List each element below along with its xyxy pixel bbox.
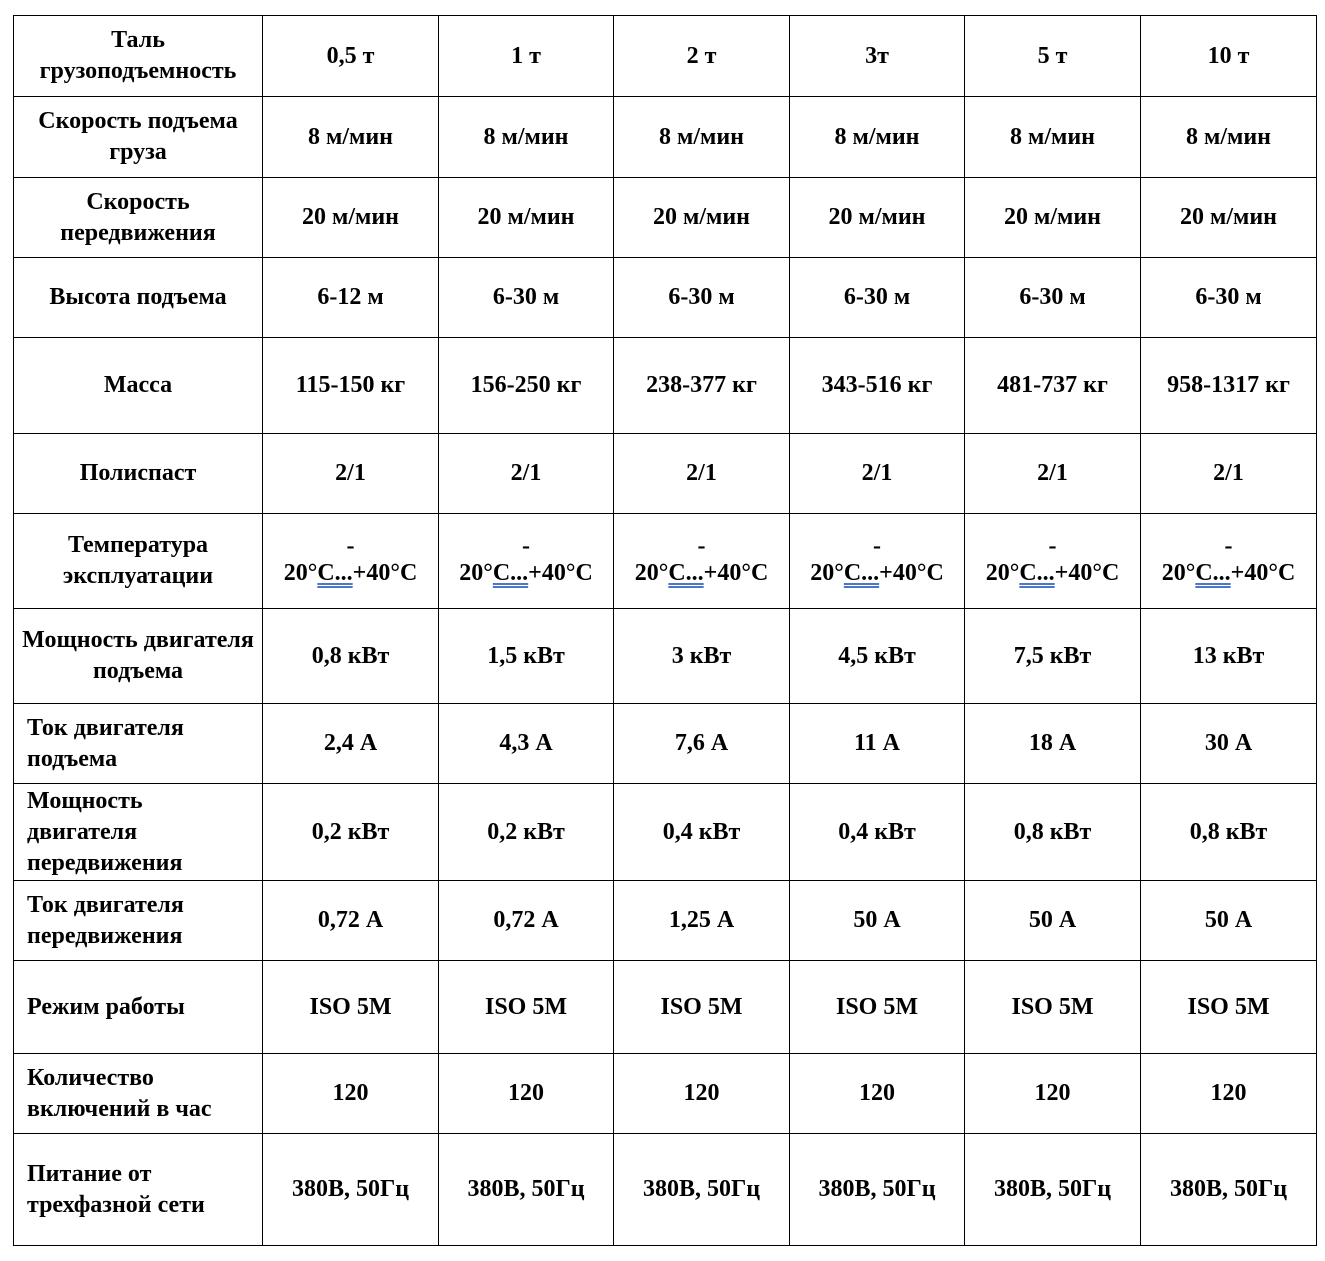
table-cell: 11 А	[790, 704, 965, 784]
table-cell	[263, 514, 439, 609]
table-cell: 1,5 кВт	[439, 609, 614, 704]
table-row	[14, 961, 1317, 1054]
temp-dash: -	[697, 532, 706, 559]
table-cell: 120	[263, 1054, 439, 1134]
row-label-pulley: Полиспаст	[14, 434, 263, 514]
temp-mid: С...	[1195, 559, 1231, 586]
table-cell: 1,25 А	[614, 881, 790, 961]
table-cell	[1141, 514, 1317, 609]
table-cell: 0,8 кВт	[1141, 784, 1317, 881]
table-cell: 8 м/мин	[614, 97, 790, 178]
temp-start: 20°	[283, 559, 318, 586]
table-cell: ISO 5M	[965, 961, 1141, 1054]
table-cell: 380В, 50Гц	[614, 1134, 790, 1246]
table-cell: 2/1	[790, 434, 965, 514]
table-row	[14, 881, 1317, 961]
table-cell: 2/1	[1141, 434, 1317, 514]
row-label-duty-mode: Режим работы	[14, 961, 263, 1054]
row-label-capacity: Таль грузоподъемность	[14, 16, 263, 97]
row-label-lift-speed: Скорость подъема груза	[14, 97, 263, 178]
row-label-lift-height: Высота подъема	[14, 258, 263, 338]
table-cell: 4,5 кВт	[790, 609, 965, 704]
temp-start: 20°	[634, 559, 669, 586]
row-label-lift-motor-power: Мощность двигателя подъема	[14, 609, 263, 704]
table-cell: 481-737 кг	[965, 338, 1141, 434]
table-cell: 20 м/мин	[614, 178, 790, 258]
table-cell: 20 м/мин	[965, 178, 1141, 258]
table-cell: 6-30 м	[439, 258, 614, 338]
table-cell: 10 т	[1141, 16, 1317, 97]
temp-dash: -	[346, 532, 355, 559]
table-cell: 6-30 м	[614, 258, 790, 338]
temp-end: +40°С	[1054, 559, 1120, 586]
table-row	[14, 514, 1317, 609]
temp-dash: -	[522, 532, 530, 559]
temp-mid: С...	[317, 559, 353, 586]
table-cell: 20 м/мин	[790, 178, 965, 258]
temp-mid: С...	[492, 559, 529, 586]
table-cell: ISO 5M	[614, 961, 790, 1054]
table-cell: 2/1	[614, 434, 790, 514]
table-cell: 50 А	[965, 881, 1141, 961]
table-cell: 4,3 А	[439, 704, 614, 784]
table-cell: 50 А	[1141, 881, 1317, 961]
table-cell: 3т	[790, 16, 965, 97]
table-cell: 8 м/мин	[790, 97, 965, 178]
table-cell: 0,2 кВт	[263, 784, 439, 881]
table-cell: 20 м/мин	[439, 178, 614, 258]
table-cell: 0,5 т	[263, 16, 439, 97]
table-cell	[790, 514, 965, 609]
table-cell: 343-516 кг	[790, 338, 965, 434]
table-row	[14, 178, 1317, 258]
table-cell: 30 А	[1141, 704, 1317, 784]
table-cell: 0,8 кВт	[263, 609, 439, 704]
table-cell: 8 м/мин	[1141, 97, 1317, 178]
temp-start: 20°	[810, 559, 844, 586]
table-cell: 3 кВт	[614, 609, 790, 704]
table-cell: ISO 5M	[263, 961, 439, 1054]
row-label-power-supply: Питание от трехфазной сети	[14, 1134, 263, 1246]
row-label-lift-motor-current: Ток двигателя подъема	[14, 704, 263, 784]
temp-mid: С...	[668, 559, 704, 586]
table-row	[14, 97, 1317, 178]
table-cell: 2 т	[614, 16, 790, 97]
table-cell: 380В, 50Гц	[790, 1134, 965, 1246]
temp-end: +40°С	[352, 559, 418, 586]
table-cell: 0,72 А	[439, 881, 614, 961]
table-cell	[614, 514, 790, 609]
table-cell: 20 м/мин	[263, 178, 439, 258]
table-cell: 20 м/мин	[1141, 178, 1317, 258]
table-cell: 120	[614, 1054, 790, 1134]
table-cell: 120	[790, 1054, 965, 1134]
table-row	[14, 784, 1317, 881]
table-cell: 6-30 м	[790, 258, 965, 338]
temp-dash: -	[1224, 532, 1233, 559]
table-cell: ISO 5M	[790, 961, 965, 1054]
table-cell: 13 кВт	[1141, 609, 1317, 704]
table-cell: 380В, 50Гц	[1141, 1134, 1317, 1246]
table-cell: 380В, 50Гц	[263, 1134, 439, 1246]
table-cell: 6-30 м	[965, 258, 1141, 338]
temp-end: +40°С	[879, 559, 944, 586]
table-cell: 0,72 А	[263, 881, 439, 961]
table-cell: 8 м/мин	[965, 97, 1141, 178]
table-row	[14, 609, 1317, 704]
table-row	[14, 434, 1317, 514]
table-cell: 0,4 кВт	[614, 784, 790, 881]
table-cell: 958-1317 кг	[1141, 338, 1317, 434]
table-row	[14, 338, 1317, 434]
table-cell: 238-377 кг	[614, 338, 790, 434]
table-cell: 380В, 50Гц	[439, 1134, 614, 1246]
table-cell: 1 т	[439, 16, 614, 97]
row-label-travel-speed: Скорость передвижения	[14, 178, 263, 258]
table-cell: 120	[1141, 1054, 1317, 1134]
temp-mid: С...	[843, 559, 880, 586]
table-cell: 8 м/мин	[439, 97, 614, 178]
table-cell: 0,4 кВт	[790, 784, 965, 881]
table-cell: 120	[439, 1054, 614, 1134]
temp-start: 20°	[459, 559, 493, 586]
row-label-temperature: Температура эксплуатации	[14, 514, 263, 609]
table-cell: 2/1	[965, 434, 1141, 514]
table-row	[14, 1054, 1317, 1134]
temp-mid: С...	[1019, 559, 1055, 586]
table-cell: 0,8 кВт	[965, 784, 1141, 881]
table-cell	[965, 514, 1141, 609]
table-row	[14, 704, 1317, 784]
table-cell: 8 м/мин	[263, 97, 439, 178]
temp-end: +40°С	[703, 559, 769, 586]
row-label-travel-motor-current: Ток двигателя передвижения	[14, 881, 263, 961]
table-cell: 380В, 50Гц	[965, 1134, 1141, 1246]
temp-dash: -	[1048, 532, 1057, 559]
table-cell: 156-250 кг	[439, 338, 614, 434]
spec-table	[13, 15, 1317, 1246]
table-cell: 6-30 м	[1141, 258, 1317, 338]
table-cell: 2/1	[263, 434, 439, 514]
temp-dash: -	[873, 532, 881, 559]
table-row	[14, 1134, 1317, 1246]
row-label-travel-motor-power: Мощность двигателя передвижения	[14, 784, 263, 881]
table-row	[14, 258, 1317, 338]
table-cell: 0,2 кВт	[439, 784, 614, 881]
row-label-starts-per-hour: Количество включений в час	[14, 1054, 263, 1134]
temp-end: +40°С	[528, 559, 593, 586]
table-cell: 2/1	[439, 434, 614, 514]
table-row	[14, 16, 1317, 97]
temp-end: +40°С	[1230, 559, 1296, 586]
table-cell: 2,4 А	[263, 704, 439, 784]
table-cell: 6-12 м	[263, 258, 439, 338]
table-cell: 18 А	[965, 704, 1141, 784]
temp-start: 20°	[985, 559, 1020, 586]
temp-start: 20°	[1161, 559, 1196, 586]
table-cell: ISO 5M	[439, 961, 614, 1054]
table-cell: 7,6 А	[614, 704, 790, 784]
table-cell: 120	[965, 1054, 1141, 1134]
table-cell: 115-150 кг	[263, 338, 439, 434]
table-cell: 50 А	[790, 881, 965, 961]
table-cell	[439, 514, 614, 609]
row-label-mass: Масса	[14, 338, 263, 434]
table-cell: 5 т	[965, 16, 1141, 97]
table-cell: ISO 5M	[1141, 961, 1317, 1054]
table-cell: 7,5 кВт	[965, 609, 1141, 704]
